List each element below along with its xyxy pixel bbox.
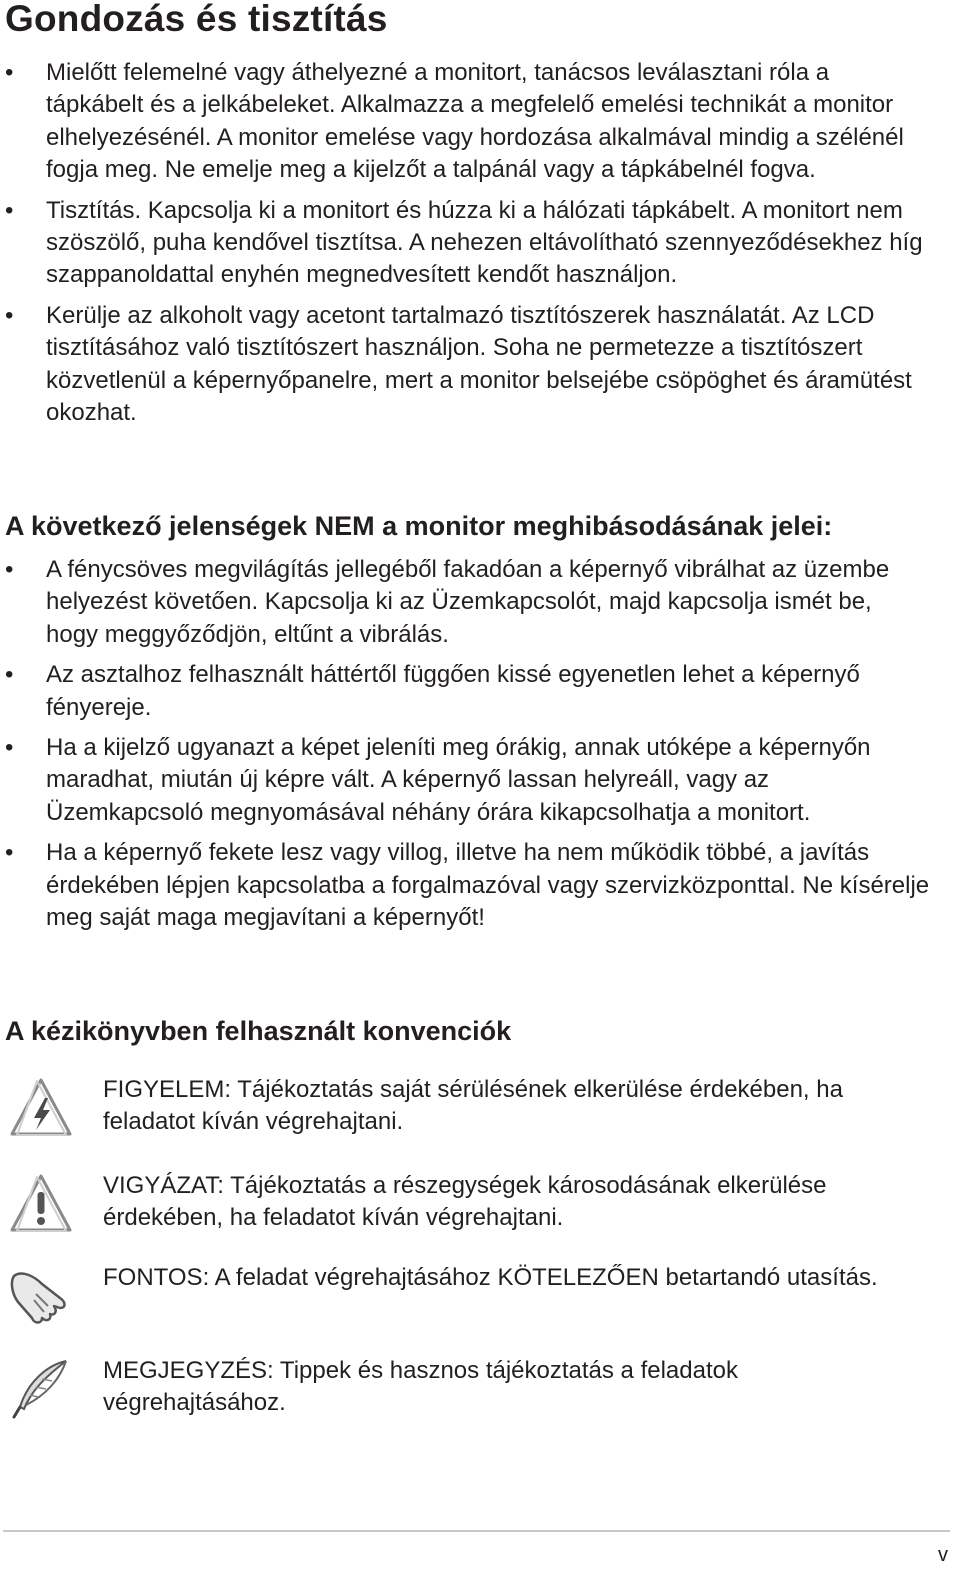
conventions-heading: A kézikönyvben felhasznált konvenciók — [5, 1016, 512, 1046]
convention-caution-text: VIGYÁZAT: Tájékoztatás a részegységek károsodásának elkerülése érdekében, ha feladatot kíván végrehajtani. — [103, 1172, 827, 1232]
list-item-text: Az asztalhoz felhasznált háttértől függően kissé egyenetlen lehet a képernyő fényereje. — [46, 661, 860, 721]
pointing-hand-icon — [8, 1262, 74, 1328]
list-item-text: Tisztítás. Kapcsolja ki a monitort és húzza ki a hálózati tápkábelt. A monitort nem szöszölő, puha kendővel tisztítsa. A nehezen eltávolítható szennyeződésekhez híg szappanoldattal enyhén megnedvesített kendőt használjon. — [46, 196, 923, 289]
convention-important-text: FONTOS: A feladat végrehajtásához KÖTELEZŐEN betartandó utasítás. — [103, 1264, 878, 1291]
list-item — [0, 554, 930, 651]
exclamation-caution-icon — [8, 1170, 74, 1236]
footer-divider — [3, 1530, 950, 1532]
bullet-marker: • — [5, 196, 14, 224]
lightning-warning-icon — [8, 1074, 74, 1140]
list-item — [0, 659, 930, 724]
symptoms-bullet-list — [0, 554, 930, 934]
list-item — [0, 57, 930, 187]
convention-warning-text: FIGYELEM: Tájékoztatás saját sérülésének elkerülése érdekében, ha feladatot kíván végrehajtani. — [103, 1076, 843, 1136]
bullet-marker: • — [5, 734, 14, 762]
list-item-text: Mielőtt felemelné vagy áthelyezné a monitort, tanácsos leválasztani róla a tápkábelt és a jelkábeleket. Alkalmazza a megfelelő emelési technikát a monitor elhelyezésénél. A monitor emelése vagy hordozása alkalmával mindig a szélénél fogja meg. Ne emelje meg a kijelzőt a talpánál vagy a tápkábelnél fogva. — [46, 59, 904, 184]
list-item-text: Kerülje az alkoholt vagy acetont tartalmazó tisztítószerek használatát. Az LCD tisztításához való tisztítószert használjon. Soha ne permetezze a tisztítószert közvetlenül a képernyőpanelre, mert a monitor belsejébe csöpöghet és áramütést okozhat. — [46, 301, 912, 427]
list-item — [0, 195, 930, 292]
list-item — [0, 300, 930, 430]
list-item-text: Ha a képernyő fekete lesz vagy villog, illetve ha nem működik többé, a javítás érdekében lépjen kapcsolatba a forgalmazóval vagy szervizközponttal. Ne kísérelje meg saját maga megjavítani a képernyőt! — [46, 839, 930, 932]
care-bullet-list — [0, 57, 930, 429]
list-item — [0, 837, 930, 934]
symptoms-heading: A következő jelenségek NEM a monitor meghibásodásának jelei: — [5, 511, 833, 541]
list-item-text: Ha a kijelző ugyanazt a képet jeleníti meg órákig, annak utóképe a képernyőn maradhat, miután új képre vált. A képernyő lassan helyreáll, vagy az Üzemkapcsoló megnyomásával néhány órára kikapcsolhatja a monitort. — [46, 734, 871, 826]
bullet-marker: • — [5, 59, 14, 86]
bullet-marker: • — [5, 556, 14, 583]
page-number: v — [938, 1544, 948, 1566]
convention-note-text: MEGJEGYZÉS: Tippek és hasznos tájékoztatás a feladatok végrehajtásához. — [103, 1357, 738, 1417]
bullet-marker: • — [5, 301, 14, 329]
bullet-marker: • — [5, 661, 14, 689]
quill-pen-icon — [8, 1355, 74, 1421]
bullet-marker: • — [5, 839, 14, 867]
page-title: Gondozás és tisztítás — [5, 0, 388, 39]
list-item-text: A fénycsöves megvilágítás jellegéből fakadóan a képernyő vibrálhat az üzembe helyezést követően. Kapcsolja ki az Üzemkapcsolót, majd kapcsolja ismét be, hogy meggyőződjön, eltűnt a vibrálás. — [46, 556, 890, 648]
list-item — [0, 732, 930, 829]
